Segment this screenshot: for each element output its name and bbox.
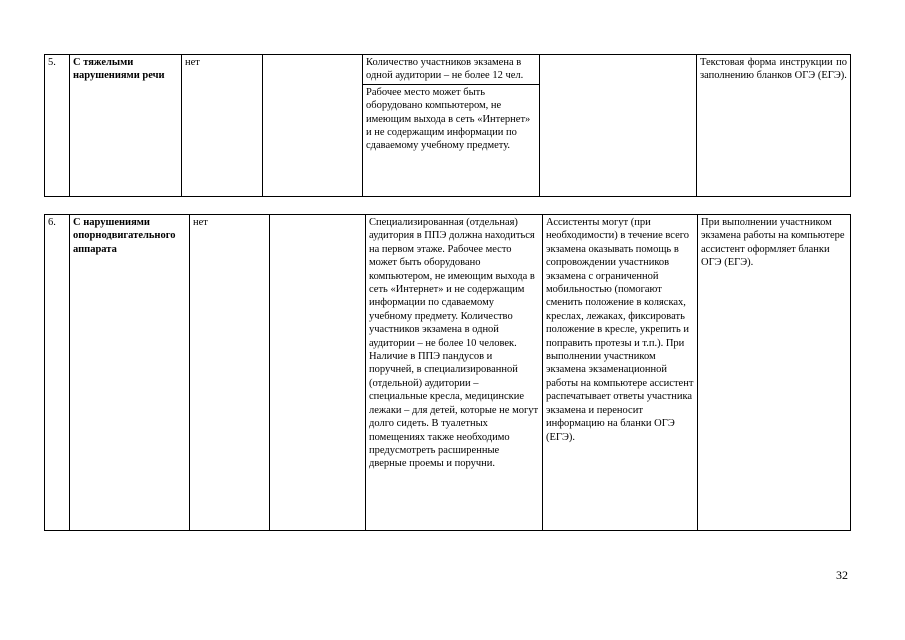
empty-cell [263,55,363,197]
instructions-cell: Текстовая форма инструкции по заполнению бланков ОГЭ (ЕГЭ). [697,55,851,197]
conditions-cell: Специализированная (отдельная) аудитория в ППЭ должна находиться на первом этаже. Рабочее место может быть оборудовано компьютером, не имеющим выхода в сеть «Интернет» и не содержащим информации по сдаваемому учебному предмету. Количество участников экзамена в одной аудитории – не более 10 человек. Наличие в ППЭ пандусов и поручней, в специализированной (отдельной) аудитории – специальные кресла, медицинские лежаки – для детей, которые не могут долго сидеть. В туалетных помещениях также необходимо предусмотреть расширенные дверные проемы и поручни. [366,215,543,531]
conditions-bottom-text: Рабочее место может быть оборудовано компьютером, не имеющим выхода в сеть «Интернет» и не содержащим информации по сдаваемому учебному предмету. [366,86,531,152]
conditions-cell [363,55,540,197]
row-number-cell: 6. [45,215,70,531]
answer-cell: нет [190,215,270,531]
assistants-cell: Ассистенты могут (при необходимости) в течение всего экзамена оказывать помощь в сопровождении участников экзамена с ограниченной мобильностью (помогают сменить положение в колясках, креслах, лежаках, фиксировать положение в кресле, укрепить и поправить протезы и т.п.). При выполнении участником экзамена экзаменационной работы на компьютере ассистент распечатывает ответы участника экзамена и переносит информацию на бланки ОГЭ (ЕГЭ). [543,215,698,531]
answer-cell: нет [182,55,263,197]
page-number: 32 [836,568,848,582]
instructions-cell: При выполнении участником экзамена работы на компьютере ассистент оформляет бланки ОГЭ (ЕГЭ). [698,215,851,531]
assistants-cell [540,55,697,197]
table-row [45,55,851,197]
row-number-cell: 5. [45,55,70,197]
table-row [45,215,851,531]
table-row-6 [44,214,851,531]
conditions-top-text: Количество участников экзамена в одной аудитории – не более 12 чел. [363,55,539,85]
category-cell: С нарушениями опорнодвигательного аппарата [70,215,190,531]
category-cell: С тяжелыми нарушениями речи [70,55,182,197]
table-row-5 [44,54,851,197]
empty-cell [270,215,366,531]
